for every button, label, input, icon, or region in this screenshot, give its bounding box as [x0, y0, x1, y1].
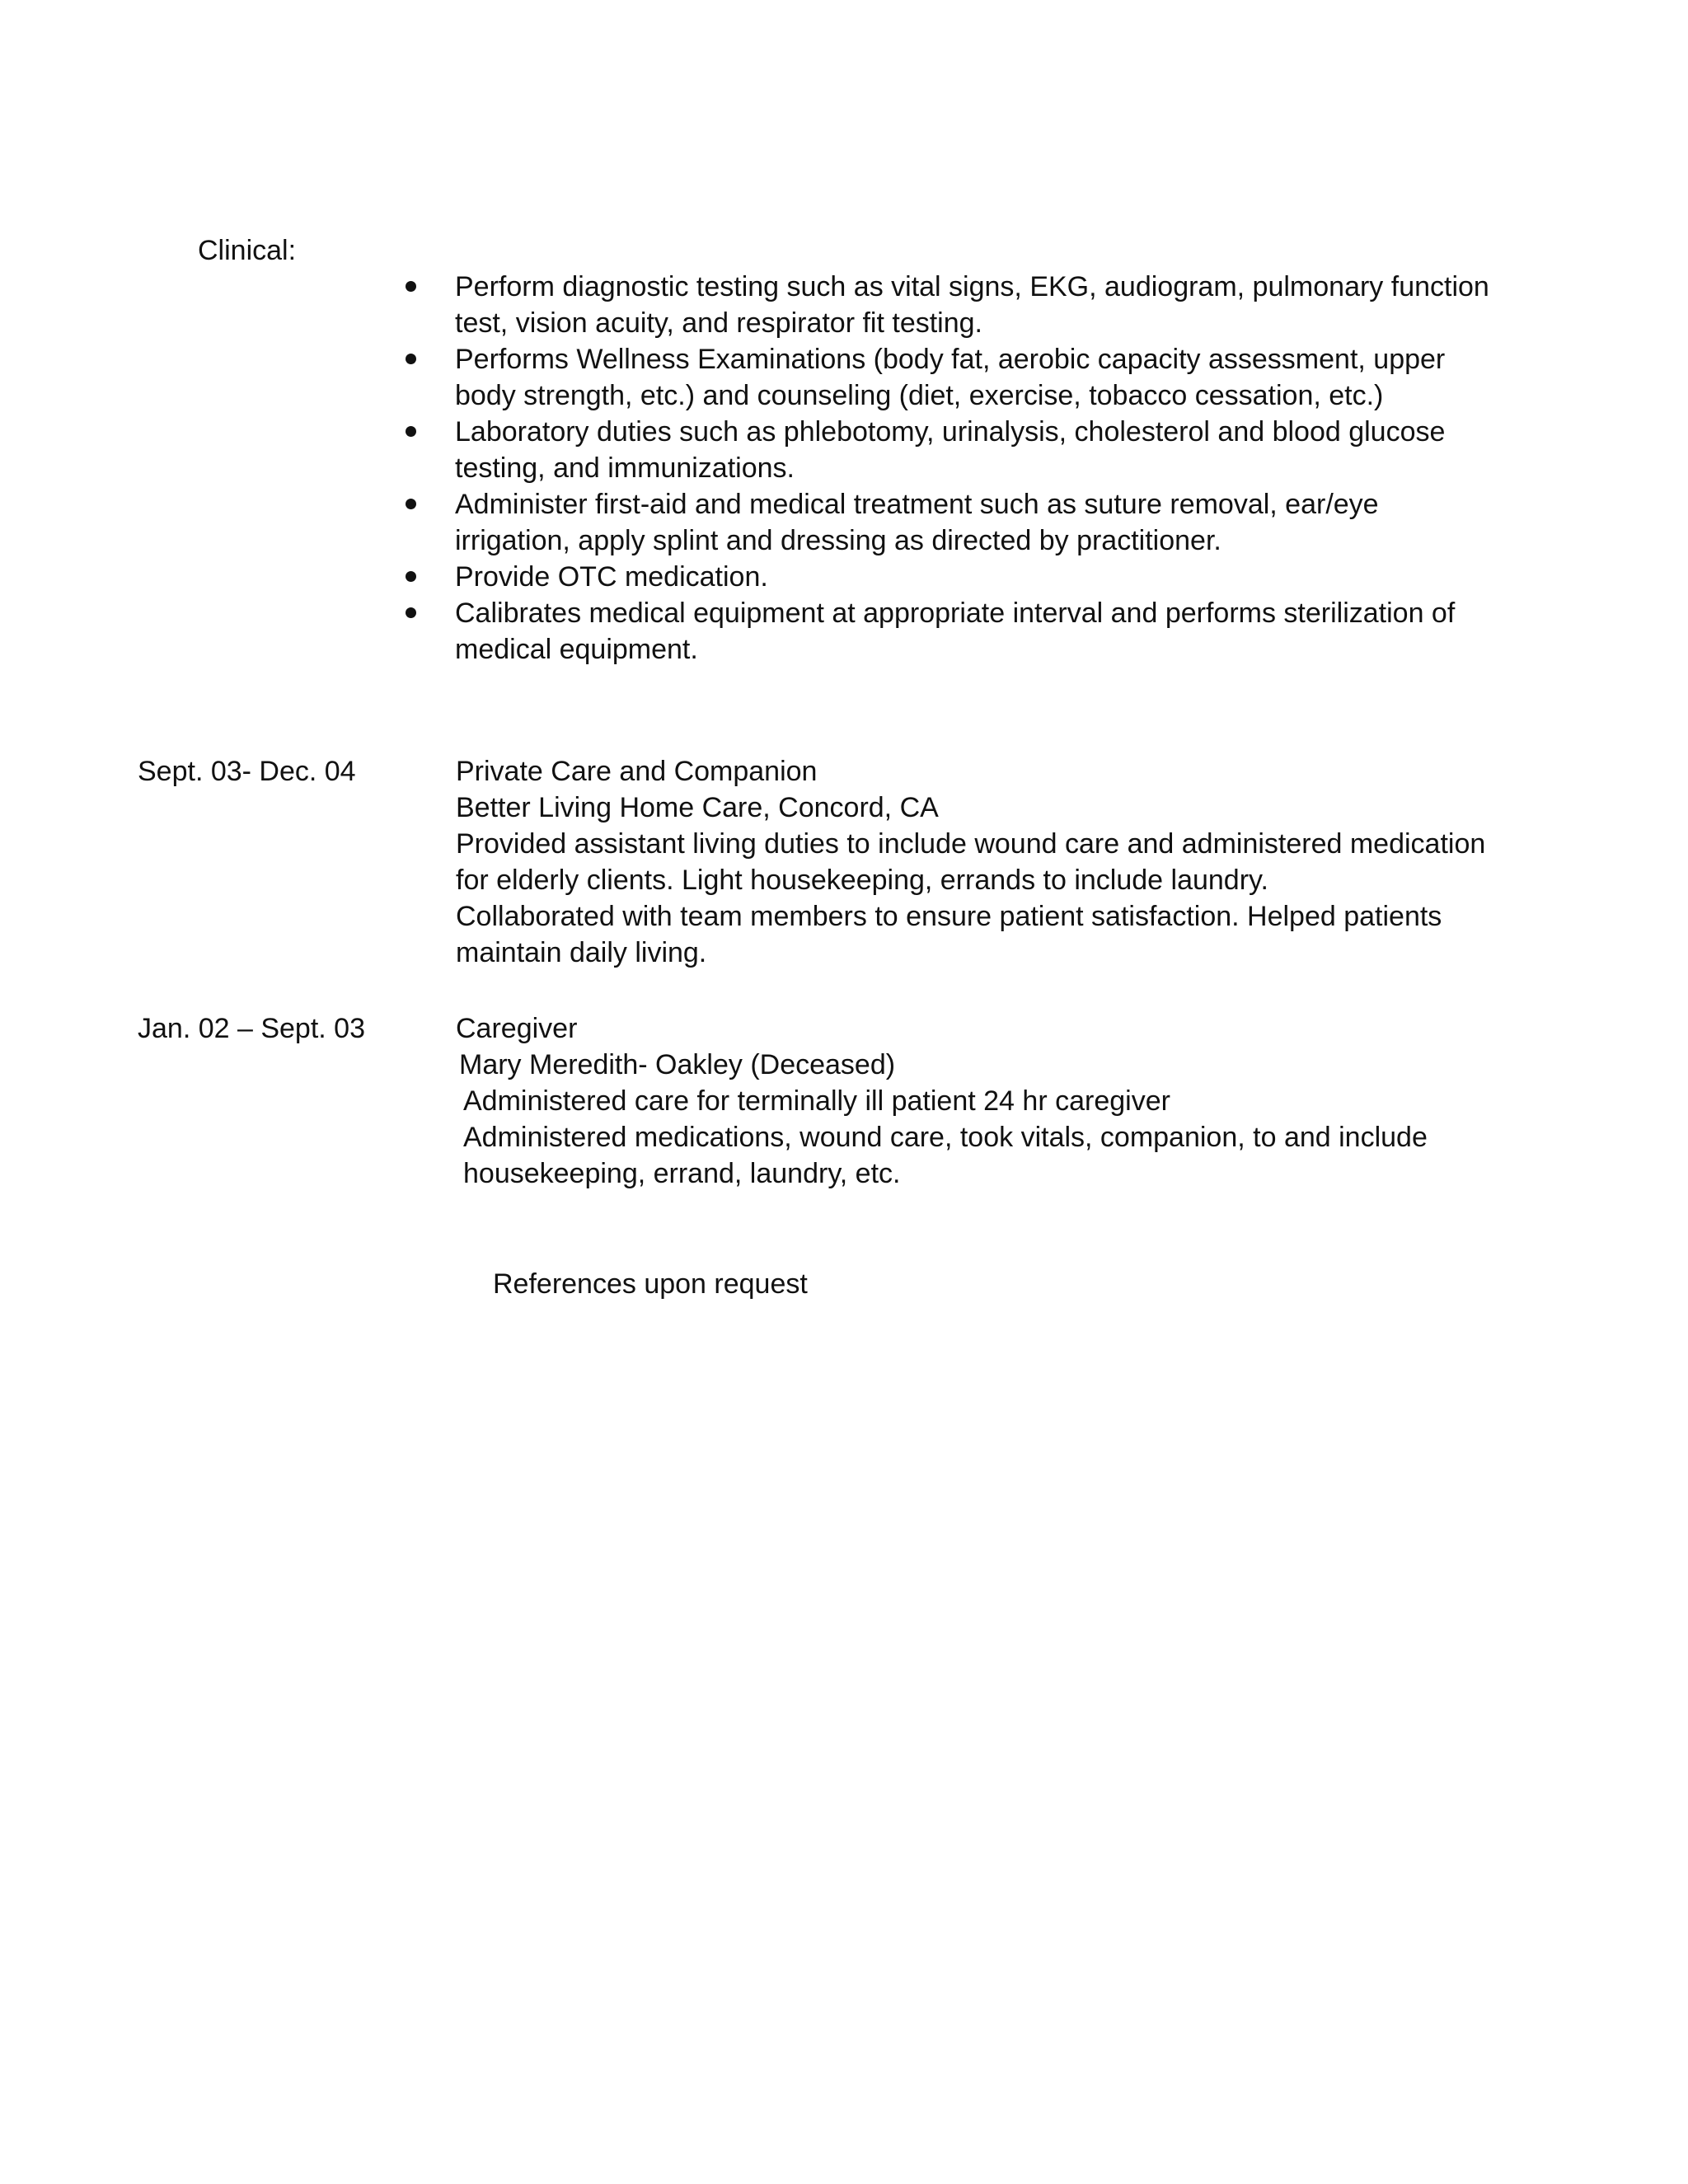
job-employer: Better Living Home Care, Concord, CA	[456, 792, 939, 823]
list-item-line: irrigation, apply splint and dressing as directed by practitioner.	[455, 525, 1221, 556]
job-employer: Mary Meredith- Oakley (Deceased)	[459, 1049, 896, 1080]
job-description-line: Administered medications, wound care, took vitals, companion, to and include	[463, 1122, 1428, 1153]
bullet-icon	[406, 607, 416, 618]
references-note: References upon request	[493, 1268, 808, 1300]
list-item	[402, 559, 1507, 595]
bullet-icon	[406, 571, 416, 582]
bullet-icon	[406, 354, 416, 364]
job-description-line: Collaborated with team members to ensure patient satisfaction. Helped patients	[456, 901, 1442, 932]
list-item-line: Calibrates medical equipment at appropriate interval and performs sterilization of	[455, 598, 1456, 629]
list-item-line: Administer first-aid and medical treatment such as suture removal, ear/eye	[455, 489, 1379, 520]
bullet-icon	[406, 499, 416, 509]
job-description-line: housekeeping, errand, laundry, etc.	[463, 1158, 901, 1189]
list-item-line: Laboratory duties such as phlebotomy, urinalysis, cholesterol and blood glucose	[455, 416, 1446, 448]
job-description-line: Administered care for terminally ill patient 24 hr caregiver	[463, 1085, 1170, 1117]
list-item-line: testing, and immunizations.	[455, 452, 795, 484]
list-item-line: test, vision acuity, and respirator fit testing.	[455, 307, 982, 339]
job-date: Sept. 03- Dec. 04	[138, 756, 356, 787]
job-description-line: maintain daily living.	[456, 937, 707, 968]
list-item	[402, 595, 1507, 668]
bullet-icon	[406, 281, 416, 292]
clinical-section-label: Clinical:	[198, 235, 297, 266]
list-item-line: Provide OTC medication.	[455, 561, 768, 593]
clinical-duties-list	[402, 269, 1507, 668]
job-entry	[456, 753, 1527, 971]
job-date: Jan. 02 – Sept. 03	[138, 1013, 365, 1044]
job-entry	[456, 1010, 1527, 1192]
list-item-line: body strength, etc.) and counseling (diet, exercise, tobacco cessation, etc.)	[455, 380, 1384, 411]
list-item-line: Perform diagnostic testing such as vital signs, EKG, audiogram, pulmonary function	[455, 271, 1489, 302]
list-item	[402, 269, 1507, 341]
list-item	[402, 414, 1507, 486]
list-item-line: Performs Wellness Examinations (body fat, aerobic capacity assessment, upper	[455, 344, 1446, 375]
list-item	[402, 486, 1507, 559]
job-description-line: for elderly clients. Light housekeeping, errands to include laundry.	[456, 865, 1268, 896]
list-item	[402, 341, 1507, 414]
job-description-line: Provided assistant living duties to include wound care and administered medication	[456, 828, 1486, 860]
job-title: Caregiver	[456, 1013, 578, 1044]
job-title: Private Care and Companion	[456, 756, 818, 787]
bullet-icon	[406, 426, 416, 437]
list-item-line: medical equipment.	[455, 634, 698, 665]
